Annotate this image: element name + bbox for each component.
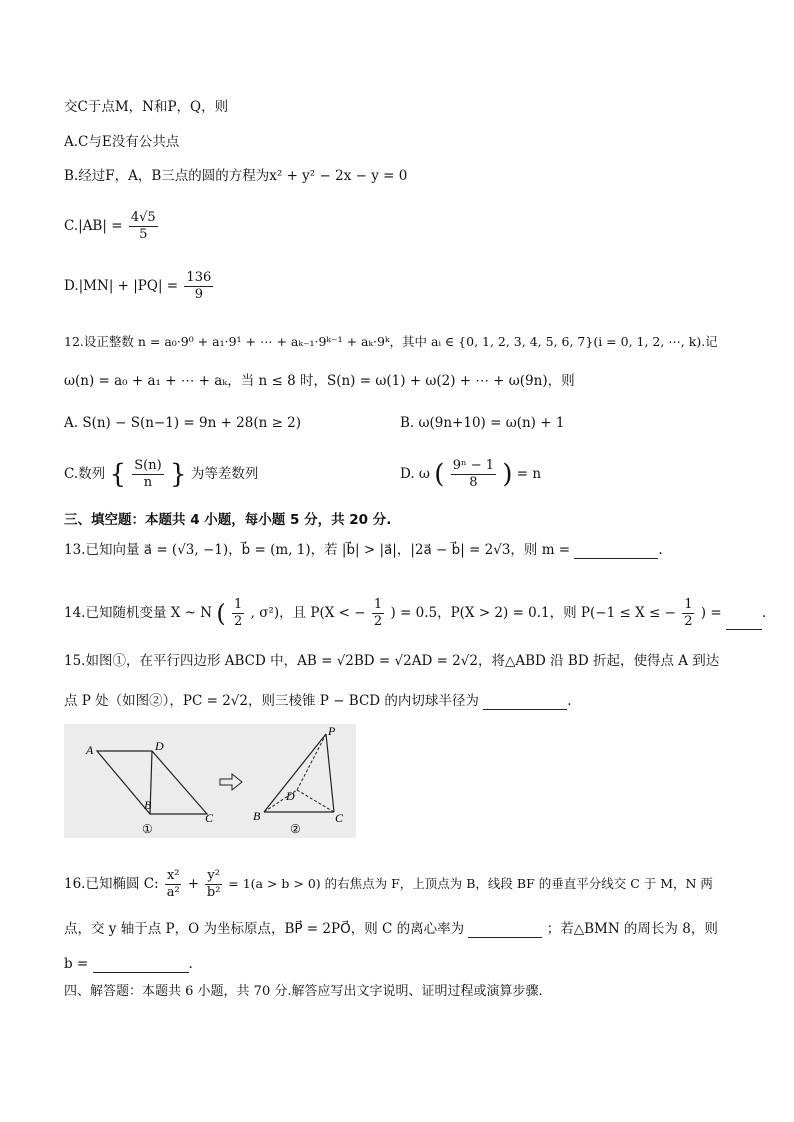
fig1-caption: ① xyxy=(142,822,153,836)
q14-mean-fraction xyxy=(232,597,244,630)
q16-line2-end: ；若△BMN 的周长为 8，则 xyxy=(546,921,718,937)
q16-x-num: x² xyxy=(166,868,180,883)
q11-option-d-fraction xyxy=(184,270,213,303)
q11-option-d xyxy=(64,270,215,303)
left-paren: ( xyxy=(434,459,445,490)
q13-text: 13.已知向量 a⃗ = (√3, −1)，b⃗ = (m, 1)，若 |b⃗| > |a⃗|，|2a⃗ − b⃗| = 2√3，则 m = xyxy=(64,542,571,558)
q12-option-d xyxy=(400,458,541,491)
q16-x-fraction xyxy=(165,868,182,901)
fig2-label-p: P xyxy=(328,724,336,738)
fig2-edge-pb xyxy=(264,734,326,812)
fig2-label-c: C xyxy=(335,811,344,825)
q12-option-c xyxy=(64,458,258,491)
right-paren: ) xyxy=(502,459,513,490)
q14-mean-den: 2 xyxy=(234,614,243,629)
q15-stem-line1: 15.如图①，在平行四边形 ABCD 中，AB = √2BD = √2AD = 2√2，将△ABD 沿 BD 折起，使得点 A 到达 xyxy=(64,653,720,669)
q11-option-c-prefix: C.|AB| = xyxy=(64,218,123,234)
figure-svg xyxy=(64,724,356,838)
q12-c-numerator: S(n) xyxy=(134,458,162,473)
fold-arrow-icon xyxy=(220,774,242,790)
fig1-label-d: D xyxy=(155,739,164,753)
left-brace: { xyxy=(109,459,126,490)
q16-y-fraction xyxy=(205,868,222,901)
q15-line2-text: 点 P 处（如图②），PC = 2√2，则三棱锥 P − BCD 的内切球半径为 xyxy=(64,693,479,709)
q12-d-fraction xyxy=(451,458,496,491)
fig2-label-b: B xyxy=(253,809,261,823)
q14-mid2: ) = 0.5，P(X > 2) = 0.1，则 P(−1 ≤ X ≤ − xyxy=(390,605,676,621)
q12-d-denominator: 8 xyxy=(469,475,478,490)
q16-x-den: a² xyxy=(166,885,180,900)
q12-c-fraction xyxy=(132,458,163,491)
q14-half-fraction-1 xyxy=(372,597,384,630)
q11-intro: 交C于点M，N和P，Q，则 xyxy=(64,99,229,115)
fig1-label-b: B xyxy=(144,798,152,812)
q14-half2-den: 2 xyxy=(684,614,693,629)
q16-prefix: 16.已知椭圆 C: xyxy=(64,876,159,892)
q16-stem-line3 xyxy=(64,955,193,973)
q14-half1-num: 1 xyxy=(373,597,383,612)
q14-mid: , σ²)，且 P(X < − xyxy=(250,605,366,621)
q12-d-prefix: D. ω xyxy=(400,466,430,482)
q16-y-den: b² xyxy=(206,885,221,900)
q11-option-a: A.C与E没有公共点 xyxy=(64,134,180,150)
q13-stem xyxy=(64,541,663,559)
q14-end: ) = xyxy=(700,605,722,621)
q14-answer-blank[interactable] xyxy=(726,615,762,630)
q16-line2-text: 点，交 y 轴于点 P，O 为坐标原点，BP⃗ = 2PO⃗，则 C 的离心率为 xyxy=(64,921,465,937)
q12-option-b: B. ω(9n+10) = ω(n) + 1 xyxy=(400,415,565,431)
q14-period: . xyxy=(761,605,767,621)
fig2-edge-pc xyxy=(326,734,334,812)
right-brace: } xyxy=(170,459,187,490)
fig2-label-d: D xyxy=(286,789,295,803)
q14-half2-num: 1 xyxy=(684,597,693,612)
q16-stem-line2 xyxy=(64,920,718,938)
q13-period: . xyxy=(658,542,663,558)
q12-stem-line2: ω(n) = a₀ + a₁ + ⋯ + aₖ，当 n ≤ 8 时，S(n) = ω(1) + ω(2) + ⋯ + ω(9n)，则 xyxy=(64,373,575,389)
q11-d-numerator: 136 xyxy=(186,270,212,285)
q11-option-d-prefix: D.|MN| + |PQ| = xyxy=(64,278,179,294)
q16-answer-blank-1[interactable] xyxy=(468,923,542,938)
q11-option-c xyxy=(64,210,160,243)
q11-d-denominator: 9 xyxy=(194,287,203,302)
fig2-caption: ② xyxy=(290,822,301,836)
q14-half-fraction-2 xyxy=(682,597,694,630)
q11-option-b: B.经过F，A，B三点的圆的方程为x² + y² − 2x − y = 0 xyxy=(64,168,408,184)
q15-period: . xyxy=(567,693,572,709)
q14-open-paren: ( xyxy=(216,599,226,628)
q12-option-a: A. S(n) − S(n−1) = 9n + 28(n ≥ 2) xyxy=(64,415,302,431)
q14-stem xyxy=(64,597,766,630)
q14-prefix: 14.已知随机变量 X ~ N xyxy=(64,605,213,621)
q11-c-numerator: 4√5 xyxy=(130,210,156,225)
parallelogram-figure xyxy=(64,724,356,838)
q12-stem-line1: 12.设正整数 n = a₀·9⁰ + a₁·9¹ + ⋯ + aₖ₋₁·9ᵏ⁻¹ + aₖ·9ᵏ，其中 aᵢ ∈ {0, 1, 2, 3, 4, 5, 6, 7}(i = 0, 1, 2, ⋯, k).记 xyxy=(64,334,718,349)
q16-period: . xyxy=(188,956,193,972)
q12-d-suffix: = n xyxy=(516,466,542,482)
q11-option-c-fraction xyxy=(129,210,158,243)
q11-c-denominator: 5 xyxy=(139,227,148,242)
fig2-edge-dc xyxy=(297,790,334,812)
q13-answer-blank[interactable] xyxy=(574,544,658,559)
fig2-edge-pd xyxy=(297,734,326,790)
q16-answer-blank-2[interactable] xyxy=(93,958,189,973)
section-4-heading: 四、解答题：本题共 6 小题，共 70 分.解答应写出文字说明、证明过程或演算步骤. xyxy=(64,984,543,999)
q12-c-prefix: C.数列 xyxy=(64,466,106,482)
section-3-heading: 三、填空题：本题共 4 小题，每小题 5 分，共 20 分. xyxy=(64,512,392,528)
q16-rest1: = 1(a > b > 0) 的右焦点为 F，上顶点为 B，线段 BF 的垂直平分线交 C 于 M，N 两 xyxy=(228,876,713,891)
fig1-label-c: C xyxy=(205,811,214,825)
q12-c-suffix: 为等差数列 xyxy=(190,466,259,482)
q12-d-numerator: 9ⁿ − 1 xyxy=(452,458,495,473)
q14-half1-den: 2 xyxy=(373,614,383,629)
q15-stem-line2 xyxy=(64,692,571,710)
q15-answer-blank[interactable] xyxy=(483,695,567,710)
q16-line3-text: b = xyxy=(64,956,89,972)
q14-mean-num: 1 xyxy=(234,597,243,612)
q16-stem-line1 xyxy=(64,868,713,901)
q12-c-denominator: n xyxy=(143,475,153,490)
q16-y-num: y² xyxy=(207,868,220,883)
q16-plus: + xyxy=(187,876,200,892)
fig1-label-a: A xyxy=(86,743,94,757)
